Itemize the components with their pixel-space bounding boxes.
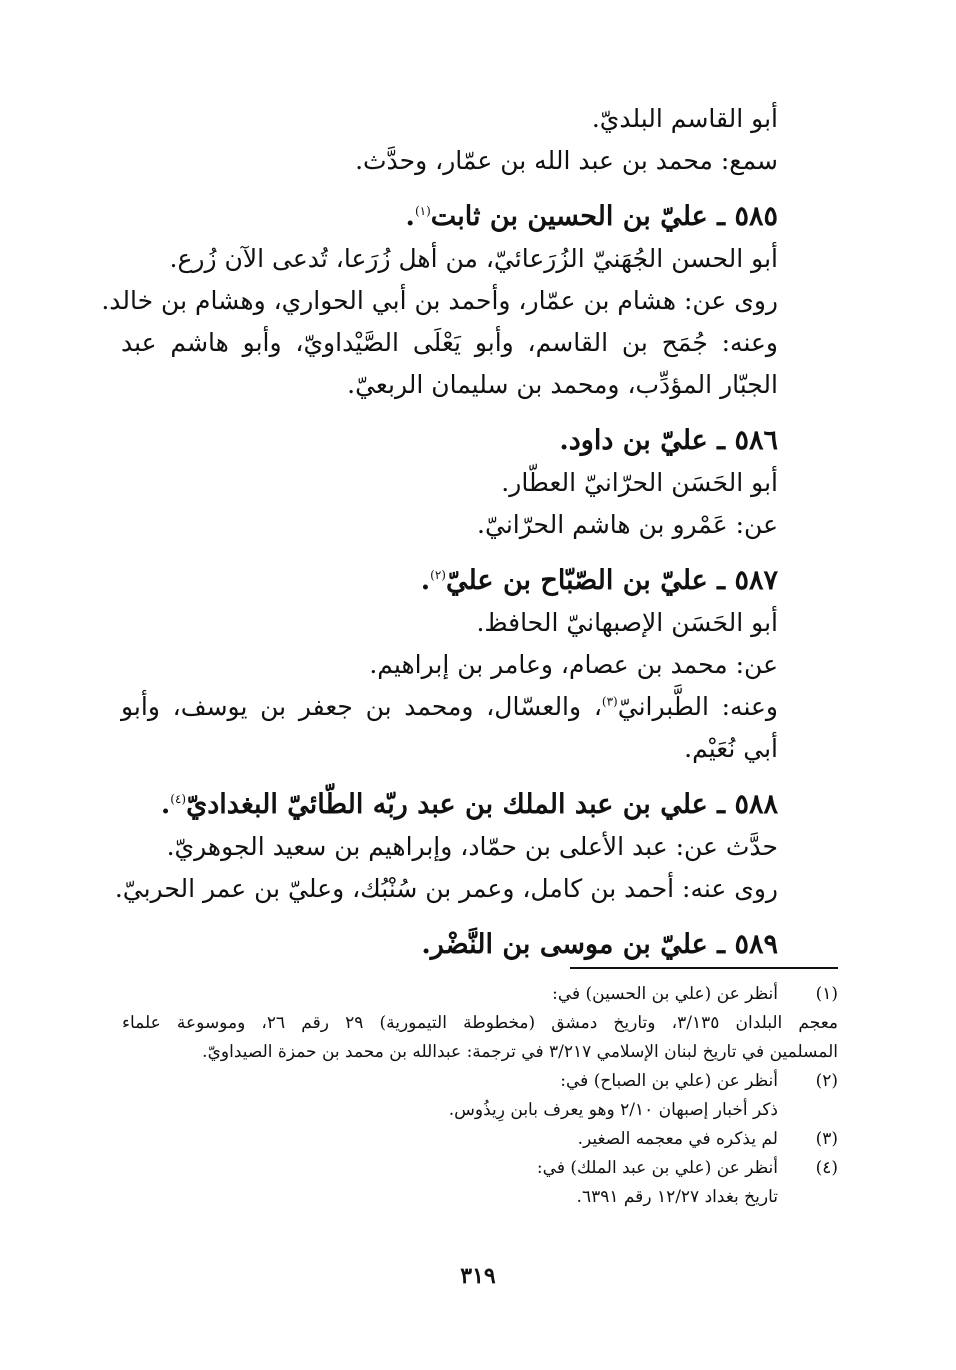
footnote-text: ذكر أخبار إصبهان ٢/١٠ وهو يعرف بابن رِيذُوس. bbox=[448, 1100, 778, 1120]
footnote-ref[interactable]: (١) bbox=[414, 204, 431, 218]
entry-587 bbox=[121, 560, 778, 770]
footnote-mark: (٣) bbox=[815, 1129, 838, 1149]
footnote-text: أنظر عن (علي بن الصباح) في: bbox=[560, 1071, 778, 1091]
entry-line: روى عن: هشام بن عمّار، وأحمد بن أبي الحواري، وهشام بن خالد. bbox=[101, 286, 778, 315]
entry-588 bbox=[114, 784, 778, 910]
entry-line: عن: محمد بن عصام، وعامر بن إبراهيم. bbox=[369, 650, 778, 679]
footnote-text: معجم البلدان ٣/١٣٥، وتاريخ دمشق (مخطوطة التيمورية) ٢٩ رقم ٢٦، وموسوعة علماء bbox=[122, 1013, 839, 1033]
entry-586 bbox=[121, 420, 778, 546]
entry-heading: ٥٨٦ ـ عليّ بن داود. bbox=[559, 425, 778, 456]
footnote-text: أنظر عن (علي بن الحسين) في: bbox=[552, 984, 778, 1004]
entry-heading: ٥٨٥ ـ عليّ بن الحسين بن ثابت$^{(١)}$. bbox=[405, 201, 778, 232]
page-number: ٣١٩ bbox=[460, 1263, 496, 1289]
footnote-text: تاريخ بغداد ١٢/٢٧ رقم ٦٣٩١. bbox=[576, 1187, 778, 1207]
entry-heading: ٥٨٩ ـ عليّ بن موسى بن النَّضْر. bbox=[421, 929, 778, 960]
entry-line: وعنه: الطَّبرانيّ$^{(٣)}$، والعسّال، ومحمد بن جعفر بن يوسف، وأبو أبي نُعَيْم. bbox=[121, 692, 778, 763]
footnotes bbox=[122, 980, 838, 1212]
entry-line: عن: عَمْرو بن هاشم الحرّانيّ. bbox=[477, 510, 778, 539]
intro-block bbox=[121, 98, 778, 182]
footnote-ref[interactable]: (٢) bbox=[430, 568, 446, 582]
footnote-2 bbox=[122, 1067, 838, 1125]
entry-heading: ٥٨٨ ـ علي بن عبد الملك بن عبد ربّه الطّائيّ البغداديّ$^{(٤)}$. bbox=[160, 789, 778, 820]
footnote-text: لم يذكره في معجمه الصغير. bbox=[577, 1129, 778, 1149]
entry-line: وعنه: جُمَح بن القاسم، وأبو يَعْلَى الصَّيْداويّ، وأبو هاشم عبد الجبّار المؤدِّب، ومحمد بن سليمان الربعيّ. bbox=[121, 328, 778, 399]
footnote-ref[interactable]: (٤) bbox=[170, 792, 187, 806]
footnote-ref[interactable]: (٣) bbox=[601, 694, 618, 709]
entry-585 bbox=[101, 196, 778, 406]
intro-line: أبو القاسم البلديّ. bbox=[591, 104, 778, 133]
footnote-4 bbox=[122, 1154, 838, 1212]
footnote-mark: (١) bbox=[815, 984, 838, 1004]
footnote-3 bbox=[122, 1125, 838, 1154]
entry-line: حدَّث عن: عبد الأعلى بن حمّاد، وإبراهيم بن سعيد الجوهريّ. bbox=[166, 832, 778, 861]
intro-line: سمع: محمد بن عبد الله بن عمّار، وحدَّث. bbox=[355, 146, 778, 175]
main-text bbox=[101, 98, 778, 966]
entry-line: أبو الحَسَن الحرّانيّ العطّار. bbox=[501, 468, 778, 497]
entry-line: روى عنه: أحمد بن كامل، وعمر بن سُنْبُك، وعليّ بن عمر الحربيّ. bbox=[114, 874, 778, 903]
footnote-separator bbox=[570, 967, 838, 969]
footnote-1 bbox=[122, 980, 838, 1067]
entry-line: أبو الحَسَن الإصبهانيّ الحافظ. bbox=[476, 608, 778, 637]
entry-heading: ٥٨٧ ـ عليّ بن الصّبّاح بن عليّ$^{(٢)}$. bbox=[420, 565, 778, 596]
footnote-text: المسلمين في تاريخ لبنان الإسلامي ٣/٢١٧ في ترجمة: عبدالله بن محمد بن حمزة الصيداويّ. bbox=[202, 1042, 838, 1062]
footnote-mark: (٢) bbox=[815, 1071, 838, 1091]
entry-line: أبو الحسن الجُهَنيّ الزُرَعائيّ، من أهل زُرَعا، تُدعى الآن زُرع. bbox=[169, 244, 778, 273]
footnote-text: أنظر عن (علي بن عبد الملك) في: bbox=[536, 1158, 778, 1178]
footnote-mark: (٤) bbox=[815, 1158, 838, 1178]
entry-589 bbox=[121, 924, 778, 966]
